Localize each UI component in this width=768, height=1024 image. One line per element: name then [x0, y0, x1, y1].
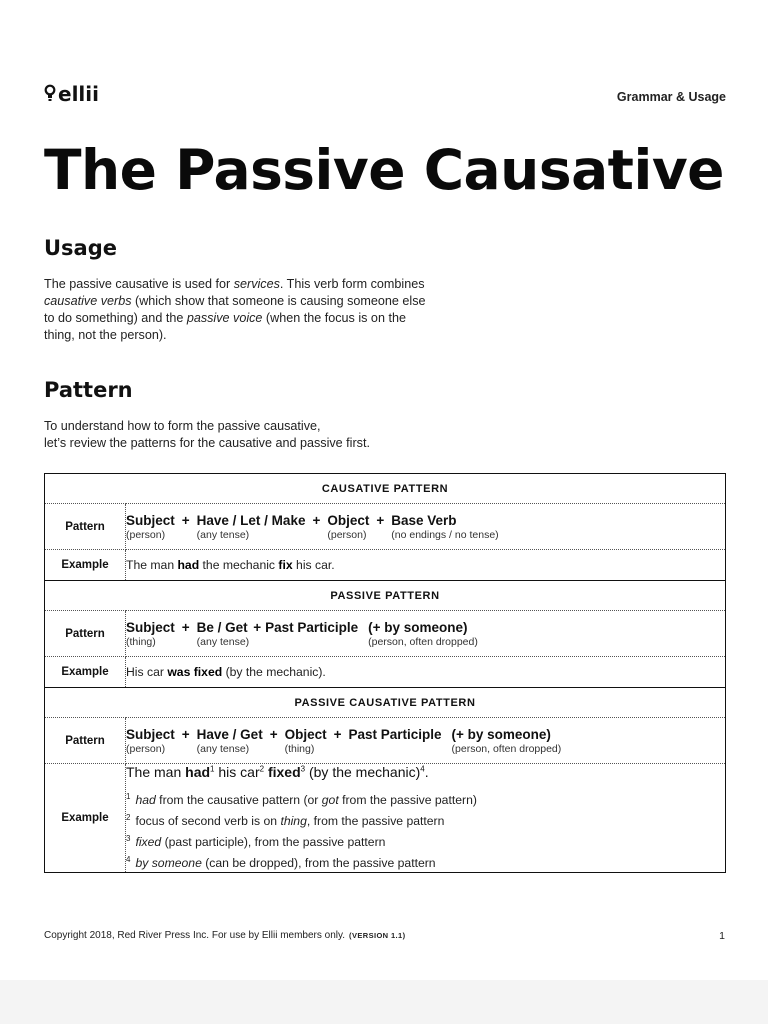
- causative-formula: [126, 513, 725, 541]
- plus-sign: +: [253, 619, 262, 635]
- causative-example: The man had the mechanic fix his car.: [126, 558, 335, 572]
- passive-formula: [126, 620, 725, 648]
- causative-pattern-title: CAUSATIVE PATTERN: [45, 474, 726, 504]
- pattern-table: [44, 473, 726, 873]
- footer-copyright: [44, 930, 406, 941]
- formula-term: Have / Let / Make (any tense): [196, 512, 306, 541]
- footnote-3: $^3$ fixed (past participle), from the passive pattern: [126, 834, 386, 850]
- formula-term: Base Verb (no endings / no tense): [391, 512, 499, 541]
- plus-sign: +: [181, 512, 190, 528]
- row-label: Pattern: [45, 718, 126, 764]
- page-number: 1: [719, 930, 725, 942]
- footnote-1: $^1$ had from the causative pattern (or got from the passive pattern): [126, 792, 477, 808]
- passive-pattern-row: [45, 611, 726, 657]
- ellii-logo: [44, 82, 99, 106]
- row-label: Example: [45, 550, 126, 581]
- passive-pattern-title: PASSIVE PATTERN: [45, 581, 726, 611]
- row-label: Pattern: [45, 504, 126, 550]
- usage-line-4: thing, not the person).: [44, 328, 167, 342]
- plus-sign: +: [376, 512, 385, 528]
- usage-paragraph: [44, 276, 426, 344]
- version-label: (VERSION 1.1): [349, 931, 406, 940]
- passive-causative-title-row: [45, 688, 726, 718]
- category-label: Grammar & Usage: [616, 90, 726, 104]
- page-title: The Passive Causative: [44, 138, 724, 202]
- passive-causative-pattern-title: PASSIVE CAUSATIVE PATTERN: [45, 688, 726, 718]
- plus-sign: +: [312, 512, 321, 528]
- formula-term: Past Participle: [348, 726, 442, 742]
- causative-title-row: [45, 474, 726, 504]
- footnote-4: $^4$ by someone (can be dropped), from the passive pattern: [126, 855, 436, 871]
- formula-term: Subject (person): [126, 726, 175, 755]
- passive-example-row: [45, 657, 726, 688]
- formula-term: Subject (thing): [126, 619, 175, 648]
- logo-text: ellii: [58, 82, 99, 106]
- formula-term: (+ by someone) (person, often dropped): [451, 726, 562, 755]
- passive-example: His car was fixed (by the mechanic).: [126, 665, 326, 679]
- usage-line-1: The passive causative is used for services. This verb form combines: [44, 277, 425, 291]
- formula-term: Be / Get (any tense): [196, 619, 250, 648]
- causative-pattern-row: [45, 504, 726, 550]
- plus-sign: +: [181, 619, 190, 635]
- formula-term: Object (thing): [284, 726, 327, 755]
- pattern-intro: [44, 418, 370, 452]
- pattern-intro-line-1: To understand how to form the passive causative,: [44, 419, 321, 433]
- row-label: Example: [45, 657, 126, 688]
- usage-line-2: causative verbs (which show that someone is causing someone else: [44, 294, 426, 308]
- plus-sign: +: [269, 726, 278, 742]
- causative-example-row: [45, 550, 726, 581]
- pattern-intro-line-2: let’s review the patterns for the causative and passive first.: [44, 436, 370, 450]
- copyright-text: Copyright 2018, Red River Press Inc. For use by Ellii members only.: [44, 930, 346, 941]
- lightbulb-icon: [44, 84, 56, 104]
- formula-term: Past Participle: [265, 619, 359, 635]
- row-label: Example: [45, 764, 126, 873]
- formula-term: (+ by someone) (person, often dropped): [368, 619, 478, 648]
- pattern-heading: Pattern: [44, 378, 133, 402]
- passive-causative-example-row: [45, 764, 726, 873]
- formula-term: Have / Get (any tense): [196, 726, 263, 755]
- passive-causative-example: The man had$^1$ his car$^2$ fixed$^3$ (by the mechanic)$^4$.: [126, 764, 429, 780]
- plus-sign: +: [333, 726, 342, 742]
- usage-line-3: to do something) and the passive voice (when the focus is on the: [44, 311, 406, 325]
- formula-term: Subject (person): [126, 512, 175, 541]
- plus-sign: +: [181, 726, 190, 742]
- passive-causative-formula: [126, 727, 725, 755]
- row-label: Pattern: [45, 611, 126, 657]
- formula-term: Object (person): [327, 512, 370, 541]
- usage-heading: Usage: [44, 236, 117, 260]
- passive-title-row: [45, 581, 726, 611]
- passive-causative-pattern-row: [45, 718, 726, 764]
- footnote-2: $^2$ focus of second verb is on thing, from the passive pattern: [126, 813, 445, 829]
